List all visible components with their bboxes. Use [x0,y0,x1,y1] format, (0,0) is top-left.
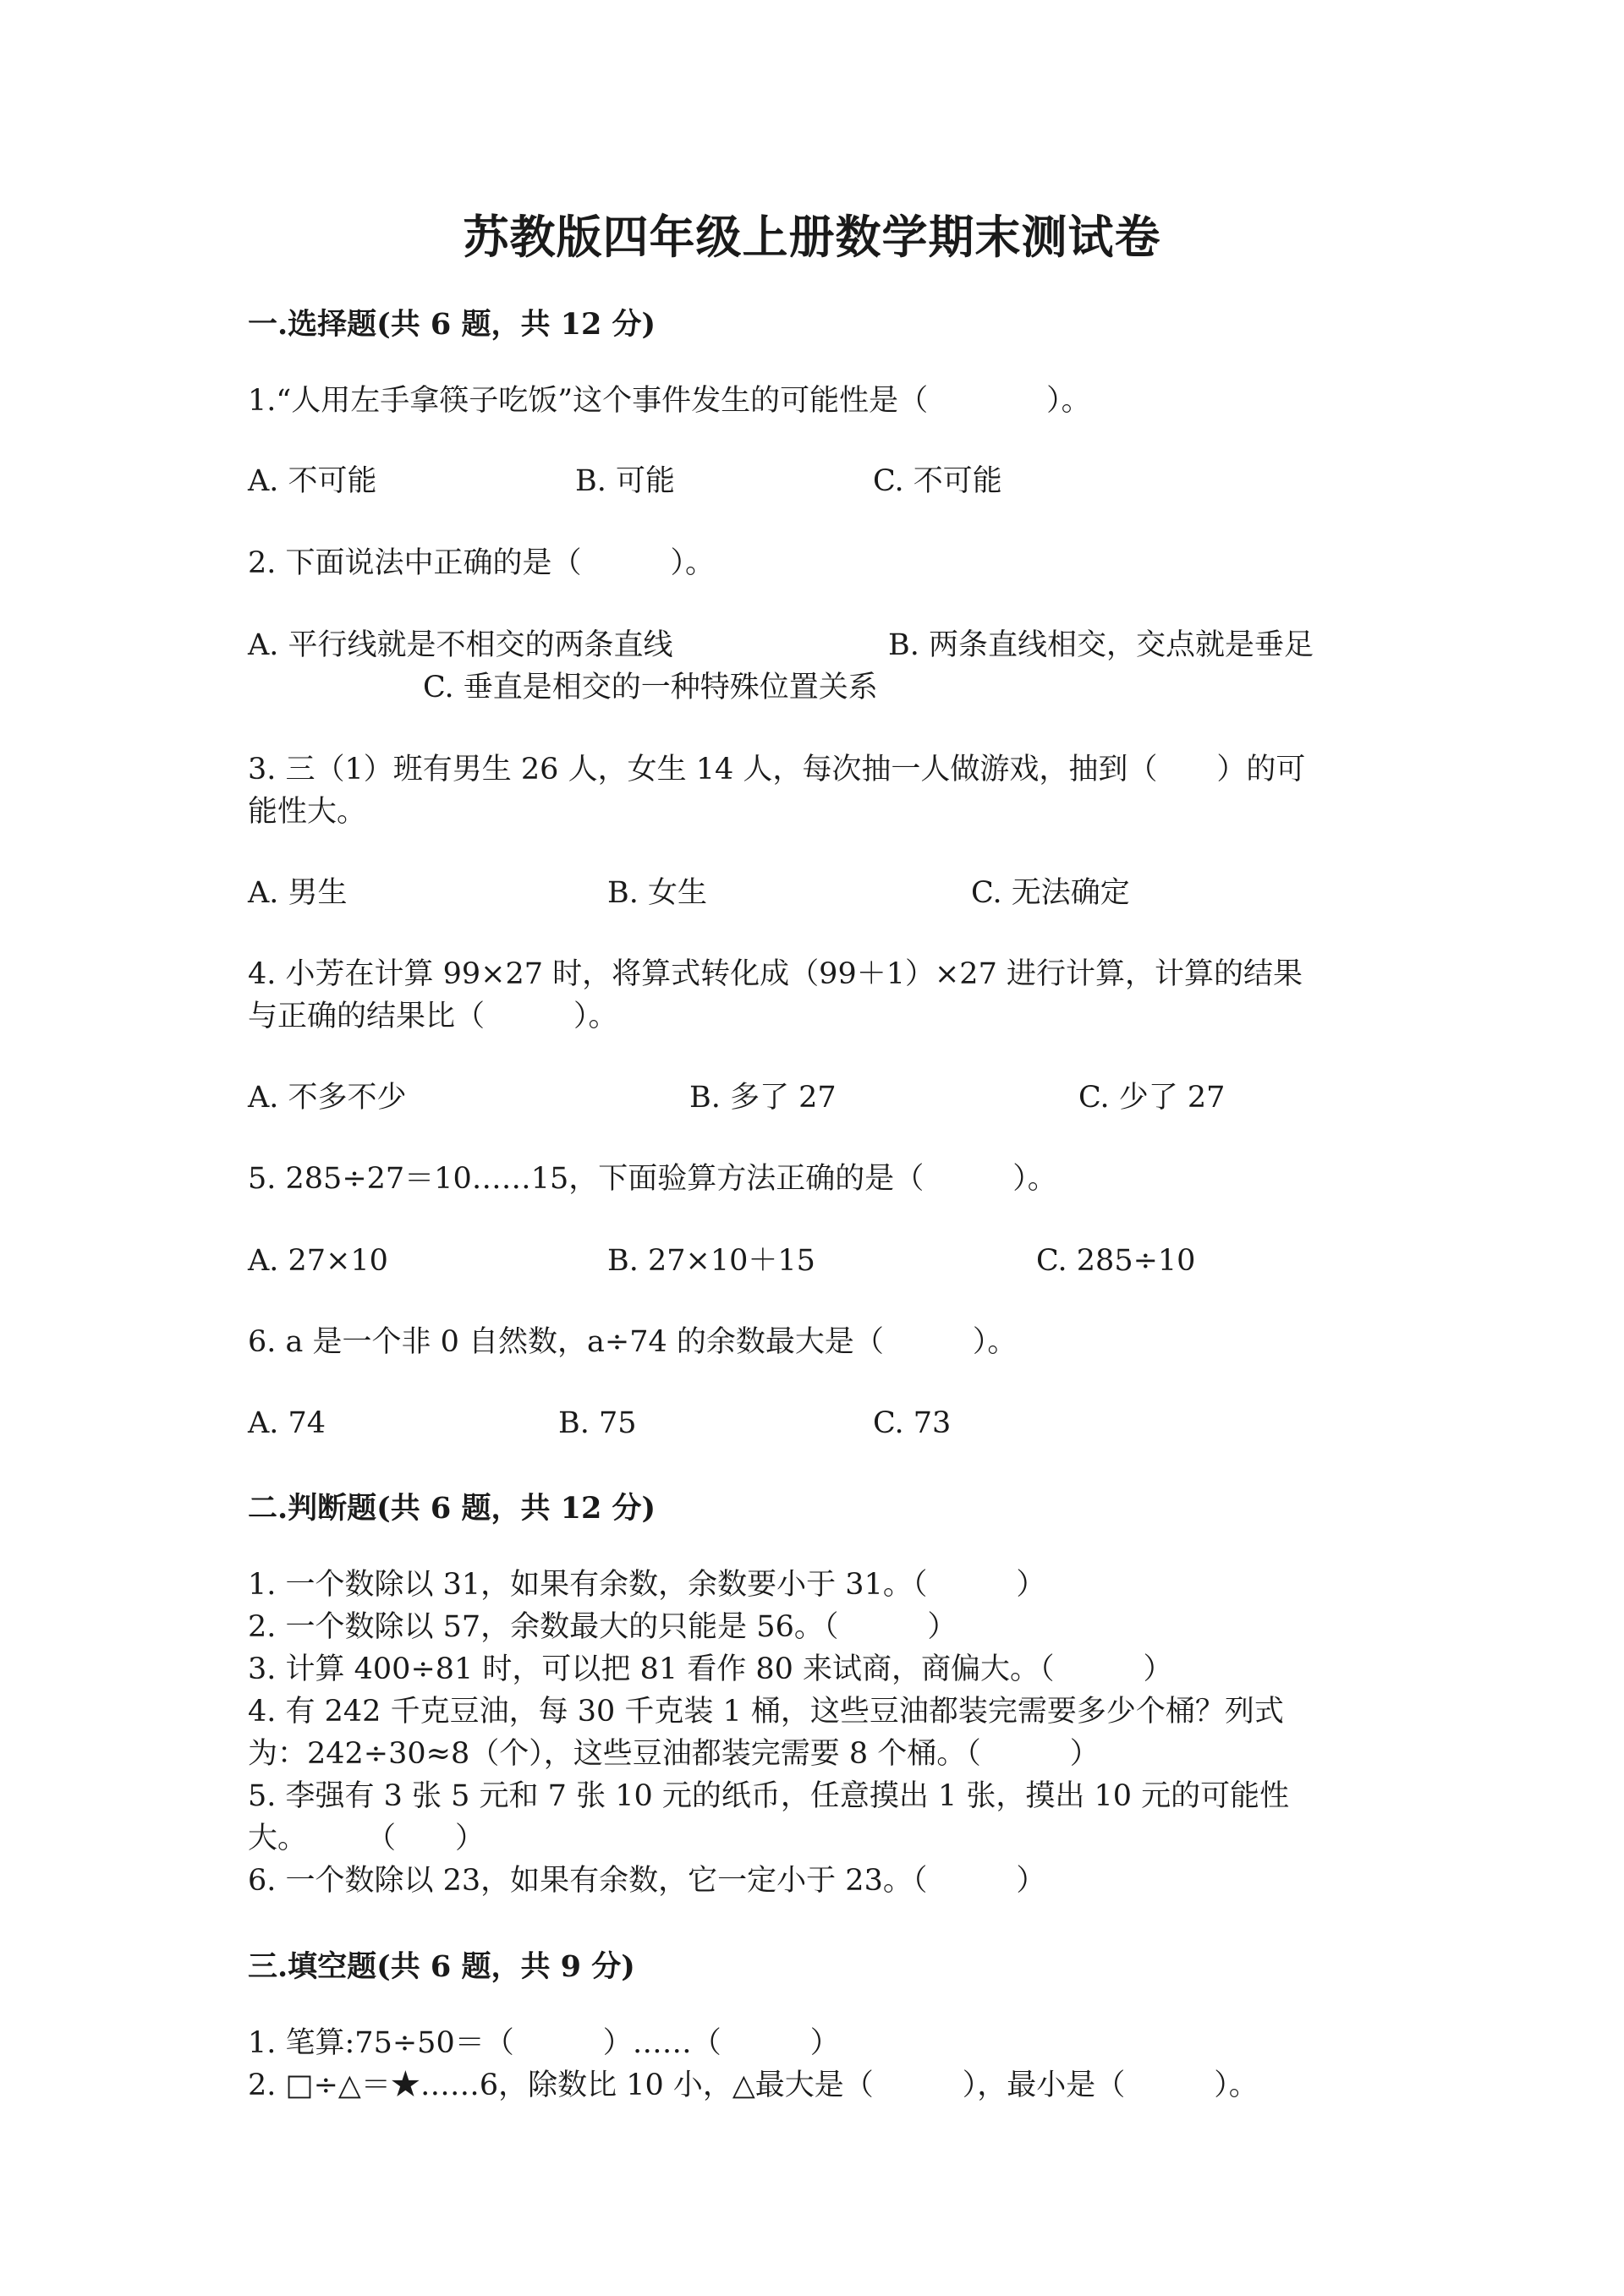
option-b: B. 75 [558,1406,637,1440]
question-text: 5. 285÷27＝10……15，下面验算方法正确的是（ ）。 [248,1162,1057,1196]
option-a: A. 不可能 [248,464,377,498]
option-a: A. 27×10 [248,1244,388,1278]
judgment-item: 2. 一个数除以 57，余数最大的只能是 56。（ ） [248,1610,957,1644]
option-c: C. 垂直是相交的一种特殊位置关系 [423,671,878,704]
fill-in-item: 1. 笔算:75÷50＝（ ）……（ ） [248,2026,840,2060]
option-c: C. 无法确定 [971,876,1130,910]
fill-in-item: 2. □÷△＝★……6，除数比 10 小，△最大是（ ），最小是（ ）。 [248,2069,1259,2102]
judgment-item: 4. 有 242 千克豆油，每 30 千克装 1 桶，这些豆油都装完需要多少个桶？列式 [248,1695,1284,1729]
option-a: A. 男生 [248,876,348,910]
question-text: 1.“人用左手拿筷子吃饭”这个事件发生的可能性是（ ）。 [248,384,1091,418]
question-text: 3. 三（1）班有男生 26 人，女生 14 人，每次抽一人做游戏，抽到（ ）的可 [248,753,1306,786]
question-text: 4. 小芳在计算 99×27 时，将算式转化成（99＋1）×27 进行计算，计算的结果 [248,957,1303,991]
option-c: C. 73 [873,1406,952,1440]
option-c: C. 少了 27 [1078,1081,1226,1115]
question-text: 2. 下面说法中正确的是（ ）。 [248,546,716,580]
option-b: B. 两条直线相交，交点就是垂足 [888,628,1314,662]
section-heading-fill-in: 三.填空题(共 6 题，共 9 分) [248,1949,635,1984]
page-title: 苏教版四年级上册数学期末测试卷 [463,210,1161,264]
judgment-item-continued: 大。 （ ） [248,1822,486,1855]
judgment-item: 5. 李强有 3 张 5 元和 7 张 10 元的纸币，任意摸出 1 张，摸出 10 元的可能性 [248,1779,1290,1813]
option-b: B. 女生 [607,876,707,910]
option-b: B. 多了 27 [689,1081,837,1115]
judgment-item: 1. 一个数除以 31，如果有余数，余数要小于 31。（ ） [248,1568,1046,1602]
question-text-continued: 与正确的结果比（ ）。 [248,1000,618,1033]
question-text: 6. a 是一个非 0 自然数，a÷74 的余数最大是（ ）。 [248,1325,1018,1359]
option-b: B. 27×10＋15 [607,1244,815,1278]
judgment-item: 3. 计算 400÷81 时，可以把 81 看作 80 来试商，商偏大。（ ） [248,1652,1173,1686]
option-a: A. 74 [248,1406,326,1440]
judgment-item-continued: 为：242÷30≈8（个），这些豆油都装完需要 8 个桶。（ ） [248,1737,1100,1771]
option-a: A. 不多不少 [248,1081,407,1115]
option-c: C. 285÷10 [1036,1244,1196,1278]
option-b: B. 可能 [575,464,675,498]
section-heading-choice: 一.选择题(共 6 题，共 12 分) [248,307,656,342]
question-text-continued: 能性大。 [248,795,367,829]
option-c: C. 不可能 [873,464,1002,498]
option-a: A. 平行线就是不相交的两条直线 [248,628,673,662]
section-heading-judgment: 二.判断题(共 6 题，共 12 分) [248,1491,656,1526]
judgment-item: 6. 一个数除以 23，如果有余数，它一定小于 23。（ ） [248,1864,1046,1898]
